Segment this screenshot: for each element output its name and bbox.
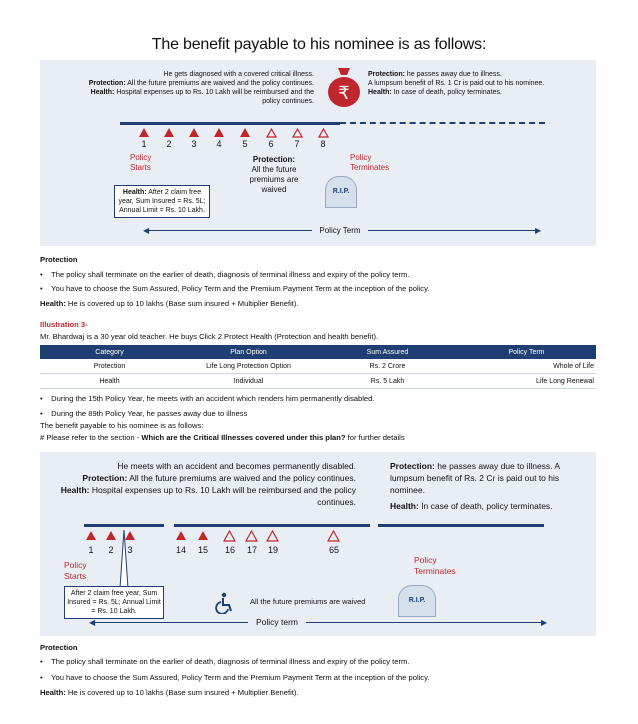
diag3-year-17: 17 (246, 545, 257, 555)
ill2-timeline-solid (120, 122, 340, 125)
ill2-year-8: 8 (320, 139, 326, 149)
ill2-marker-1 (139, 128, 149, 137)
sec2-bullet-2: • You have to choose the Sum Assured, Policy Term and the Premium Payment Term at the inception of the policy. (40, 673, 430, 682)
ill2-year-4: 4 (216, 139, 222, 149)
table-header: Category (40, 345, 179, 359)
diag3-year-1: 1 (88, 545, 94, 555)
ill2-year-7: 7 (294, 139, 300, 149)
diag3-tombstone: R.I.P. (398, 585, 436, 617)
ill3-plan-table (40, 345, 596, 389)
ill2-timeline-dashed (340, 122, 545, 124)
ill2-protection-note: Protection: All the future premiums are waived (249, 155, 299, 194)
sec2-bullet-1: • The policy shall terminate on the earlier of death, diagnosis of terminal illness and expiry of the policy term. (40, 657, 410, 666)
diag3-marker-2 (106, 531, 116, 540)
ill2-marker-7 (292, 128, 303, 138)
ill3-bullet-2: • During the 89th Policy Year, he passes away due to illness (40, 409, 248, 418)
page-title: The benefit payable to his nominee is as follows: (151, 36, 487, 53)
ill2-year-6: 6 (268, 139, 274, 149)
sec2-health: Health: He is covered up to 10 lakhs (Base sum insured + Multiplier Benefit). (40, 688, 299, 697)
diag3-marker-19 (266, 530, 279, 542)
table-row: Health Individual Rs. 5 Lakh Life Long Renewal (40, 374, 596, 389)
ill2-health-box: Health: After 2 claim free year, Sum Insured = Rs. 5L; Annual Limit = Rs. 10 Lakh. (114, 185, 210, 218)
ill2-marker-4 (214, 128, 224, 137)
diag3-marker-65 (327, 530, 340, 542)
money-bag-icon (326, 64, 362, 108)
diag3-callout-pointer (118, 528, 130, 588)
diag3-policy-starts: Policy Starts (64, 560, 87, 581)
sec1-bullet-2: • You have to choose the Sum Assured, Policy Term and the Premium Payment Term at the inception of the policy. (40, 284, 430, 293)
diag3-arrow-left-icon: ◀ (89, 618, 96, 627)
diag3-marker-16 (223, 530, 236, 542)
ill2-policy-starts: Policy Starts (130, 153, 152, 172)
diag3-health-box: After 2 claim free year, Sum Insured = Rs. 5L; Annual Limit = Rs. 10 Lakh. (64, 586, 164, 619)
ill2-marker-2 (164, 128, 174, 137)
table-header: Policy Term (457, 345, 596, 359)
diag3-timeline-seg-2 (174, 524, 370, 527)
diag3-policy-terminates: Policy Terminates (414, 555, 456, 576)
sec2-heading: Protection (40, 643, 78, 652)
diag3-right-text: Protection: he passes away due to illness. A lumpsum benefit of Rs. 2 Cr is paid out to his nominee. Health: In case of death, policy terminates. (390, 461, 560, 511)
ill2-year-5: 5 (242, 139, 248, 149)
diag3-policy-term-arrow (92, 622, 542, 623)
diag3-marker-17 (245, 530, 258, 542)
ill2-marker-3 (189, 128, 199, 137)
table-header: Plan Option (179, 345, 318, 359)
svg-text:₹: ₹ (338, 83, 350, 104)
ill3-intro: Mr. Bhardwaj is a 30 year old teacher. He buys Click 2 Protect Health (Protection and health benefit). (40, 332, 379, 341)
sec1-heading: Protection (40, 255, 78, 264)
diag3-timeline-seg-1 (84, 524, 164, 527)
diag3-year-2: 2 (108, 545, 114, 555)
ill2-tombstone: R.I.P. (325, 176, 357, 208)
ill2-year-1: 1 (141, 139, 147, 149)
diag3-year-15: 15 (197, 545, 208, 555)
diag3-left-text: He meets with an accident and becomes permanently disabled. Protection: All the future premiums are waived and the policy continues. Health: Hospital expenses up to Rs. 10 Lakh will be reimbursed and the policy continues. (60, 461, 356, 507)
diag3-timeline-seg-3 (378, 524, 544, 527)
table-header: Sum Assured (318, 345, 457, 359)
ill3-bullet-1: • During the 15th Policy Year, he meets with an accident which renders him permanently disabled. (40, 394, 375, 403)
diag3-year-16: 16 (224, 545, 235, 555)
diag3-policy-term-label: Policy term (248, 617, 306, 627)
diag3-marker-1 (86, 531, 96, 540)
ill2-year-2: 2 (166, 139, 172, 149)
ill3-heading: Illustration 3- (40, 320, 88, 329)
ill2-policy-terminates: Policy Terminates (350, 153, 390, 172)
diag3-marker-15 (198, 531, 208, 540)
diag3-year-65: 65 (328, 545, 339, 555)
sec1-bullet-1: • The policy shall terminate on the earlier of death, diagnosis of terminal illness and expiry of the policy term. (40, 270, 410, 279)
ill2-right-text: Protection: he passes away due to illness. A lumpsum benefit of Rs. 1 Cr is paid out to his nominee. Health: In case of death, policy terminates. (368, 71, 545, 96)
diag3-year-19: 19 (267, 545, 278, 555)
diag3-marker-14 (176, 531, 186, 540)
ill2-policy-term-label: Policy Term (312, 226, 368, 235)
diag3-year-14: 14 (175, 545, 186, 555)
ill2-marker-5 (240, 128, 250, 137)
ill3-note: # Please refer to the section - Which are the Critical Illnesses covered under this plan? for further details (40, 433, 405, 442)
ill2-year-3: 3 (191, 139, 197, 149)
wheelchair-icon (214, 592, 236, 614)
diag3-arrow-right-icon: ▶ (541, 618, 548, 627)
ill3-payable: The benefit payable to his nominee is as follows: (40, 421, 204, 430)
sec1-health: Health: He is covered up to 10 lakhs (Base sum insured + Multiplier Benefit). (40, 299, 299, 308)
ill2-marker-6 (266, 128, 277, 138)
diag3-year-3: 3 (127, 545, 133, 555)
table-row: Protection Life Long Protection Option Rs. 2 Crore Whole of Life (40, 359, 596, 374)
ill2-arrow-left-icon: ◀ (143, 226, 150, 235)
ill2-left-text: He gets diagnosed with a covered critical illness. Protection: All the future premiums are waived and the policy continues. Health: Hospital expenses up to Rs. 10 Lakh will be reimbursed and the policy continues. (88, 71, 314, 105)
ill2-arrow-right-icon: ▶ (535, 226, 542, 235)
diag3-waived-note: All the future premiums are waived (250, 597, 366, 606)
ill2-marker-8 (318, 128, 329, 138)
